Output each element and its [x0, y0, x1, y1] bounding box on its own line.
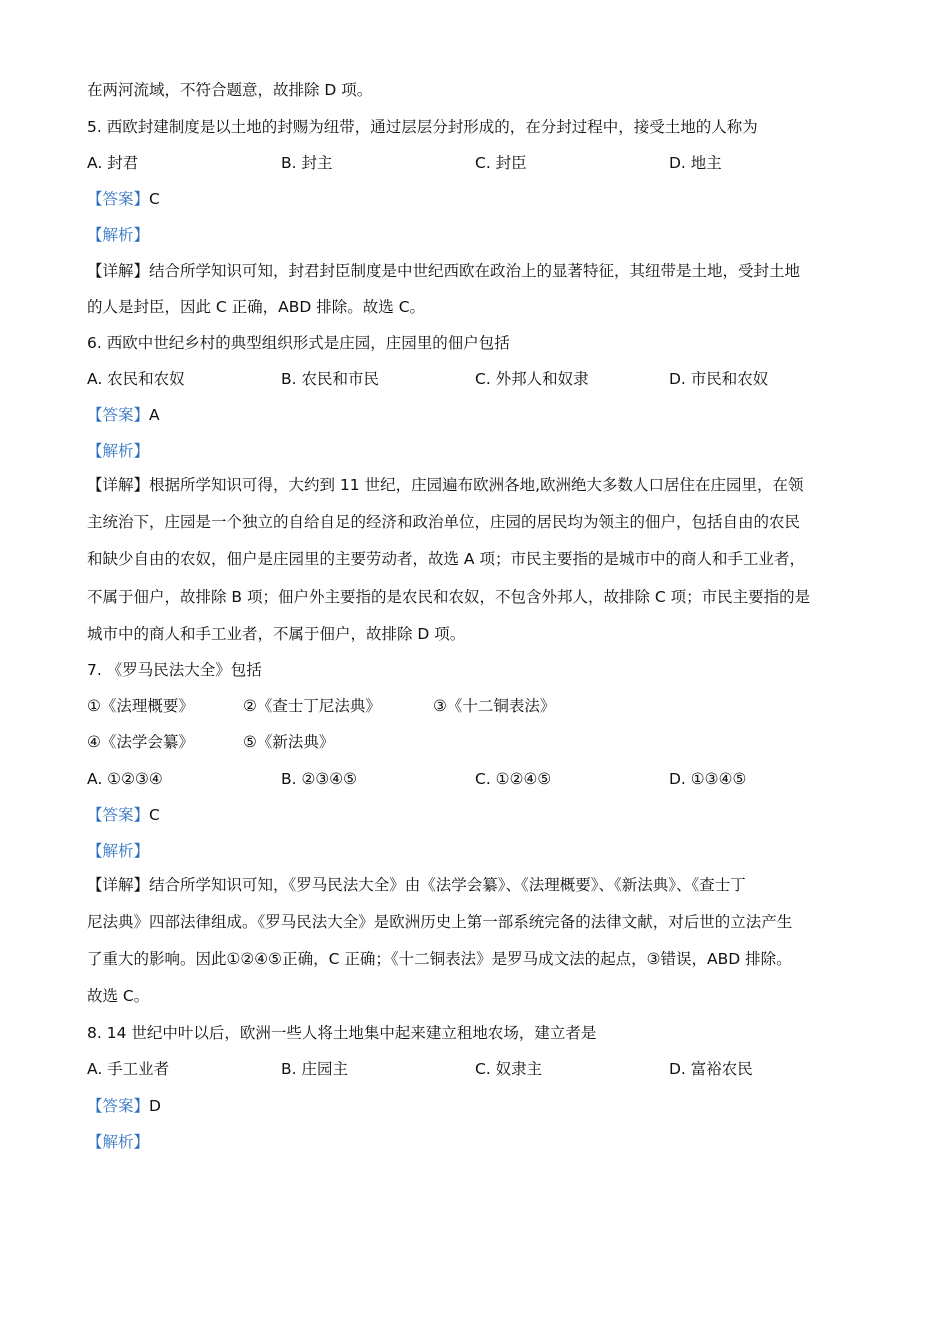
question-7-item-5: ⑤《新法典》	[243, 733, 335, 751]
question-6-option-c: C. 外邦人和奴隶	[475, 370, 589, 388]
question-8-analysis	[87, 1132, 149, 1152]
intro-line: 在两河流域，不符合题意，故排除 D 项。	[87, 81, 373, 99]
answer-tag: 【答案】	[87, 1097, 150, 1115]
question-5-option-d: D. 地主	[669, 154, 722, 172]
question-6-stem: 6. 西欧中世纪乡村的典型组织形式是庄园，庄园里的佃户包括	[87, 334, 510, 352]
question-8-answer	[87, 1096, 161, 1116]
question-7-detail-line-3: 了重大的影响。因此①②④⑤正确，C 正确；《十二铜表法》是罗马成文法的起点，③错误，ABD 排除。	[87, 950, 792, 968]
question-7-item-1: ①《法理概要》	[87, 697, 194, 715]
detail-text: 根据所学知识可得，大约到 11 世纪，庄园遍布欧洲各地,欧洲绝大多数人口居住在庄园里，在领	[149, 476, 804, 494]
question-6-detail-line-3: 和缺少自由的农奴，佃户是庄园里的主要劳动者，故选 A 项；市民主要指的是城市中的商人和手工业者，	[87, 550, 805, 568]
answer-value: A	[149, 406, 160, 424]
answer-value: D	[149, 1097, 161, 1115]
question-7-option-b: B. ②③④⑤	[281, 770, 358, 788]
question-7-detail-line-2: 尼法典》四部法律组成。《罗马民法大全》是欧洲历史上第一部系统完备的法律文献，对后世的立法产生	[87, 913, 793, 931]
question-5-detail-line-2: 的人是封臣，因此 C 正确，ABD 排除。故选 C。	[87, 298, 426, 316]
question-7-detail-line-1	[87, 875, 746, 895]
question-6-detail-line-4: 不属于佃户，故排除 B 项；佃户外主要指的是农民和农奴，不包含外邦人，故排除 C 项；市民主要指的是	[87, 588, 811, 606]
question-7-item-3: ③《十二铜表法》	[433, 697, 556, 715]
analysis-tag: 【解析】	[87, 442, 150, 460]
question-7-stem: 7. 《罗马民法大全》包括	[87, 661, 262, 679]
question-8-option-d: D. 富裕农民	[669, 1060, 753, 1078]
question-6-detail-line-2: 主统治下，庄园是一个独立的自给自足的经济和政治单位，庄园的居民均为领主的佃户，包括自由的农民	[87, 513, 801, 531]
question-5-detail-line-1	[87, 261, 800, 281]
question-6-option-d: D. 市民和农奴	[669, 370, 769, 388]
detail-tag: 【详解】	[87, 876, 150, 894]
question-6-analysis	[87, 441, 149, 461]
analysis-tag: 【解析】	[87, 842, 150, 860]
question-6-option-b: B. 农民和市民	[281, 370, 379, 388]
detail-text: 结合所学知识可知，封君封臣制度是中世纪西欧在政治上的显著特征，其纽带是土地，受封土地	[149, 262, 801, 280]
answer-tag: 【答案】	[87, 406, 150, 424]
detail-text: 结合所学知识可知，《罗马民法大全》由《法学会纂》、《法理概要》、《新法典》、《查士丁	[149, 876, 746, 894]
question-7-item-4: ④《法学会纂》	[87, 733, 194, 751]
question-6-detail-line-5: 城市中的商人和手工业者，不属于佃户，故排除 D 项。	[87, 625, 466, 643]
question-7-answer	[87, 805, 160, 825]
analysis-tag: 【解析】	[87, 226, 150, 244]
question-5-option-a: A. 封君	[87, 154, 139, 172]
question-5-analysis	[87, 225, 149, 245]
answer-value: C	[149, 190, 160, 208]
question-5-option-b: B. 封主	[281, 154, 333, 172]
question-5-option-c: C. 封臣	[475, 154, 527, 172]
detail-tag: 【详解】	[87, 476, 150, 494]
question-7-option-d: D. ①③④⑤	[669, 770, 747, 788]
question-5-answer	[87, 189, 160, 209]
question-6-option-a: A. 农民和农奴	[87, 370, 185, 388]
question-7-analysis	[87, 841, 149, 861]
question-7-option-a: A. ①②③④	[87, 770, 163, 788]
question-7-detail-line-4: 故选 C。	[87, 987, 150, 1005]
question-8-option-a: A. 手工业者	[87, 1060, 170, 1078]
question-8-option-c: C. 奴隶主	[475, 1060, 543, 1078]
question-6-detail-line-1	[87, 475, 804, 495]
question-8-option-b: B. 庄园主	[281, 1060, 348, 1078]
detail-tag: 【详解】	[87, 262, 150, 280]
question-5-stem: 5. 西欧封建制度是以土地的封赐为纽带，通过层层分封形成的，在分封过程中，接受土地的人称为	[87, 118, 758, 136]
question-8-stem: 8. 14 世纪中叶以后，欧洲一些人将土地集中起来建立租地农场，建立者是	[87, 1024, 597, 1042]
question-6-answer	[87, 405, 160, 425]
answer-value: C	[149, 806, 160, 824]
question-7-item-2: ②《查士丁尼法典》	[243, 697, 381, 715]
answer-tag: 【答案】	[87, 190, 150, 208]
question-7-option-c: C. ①②④⑤	[475, 770, 552, 788]
analysis-tag: 【解析】	[87, 1133, 150, 1151]
answer-tag: 【答案】	[87, 806, 150, 824]
